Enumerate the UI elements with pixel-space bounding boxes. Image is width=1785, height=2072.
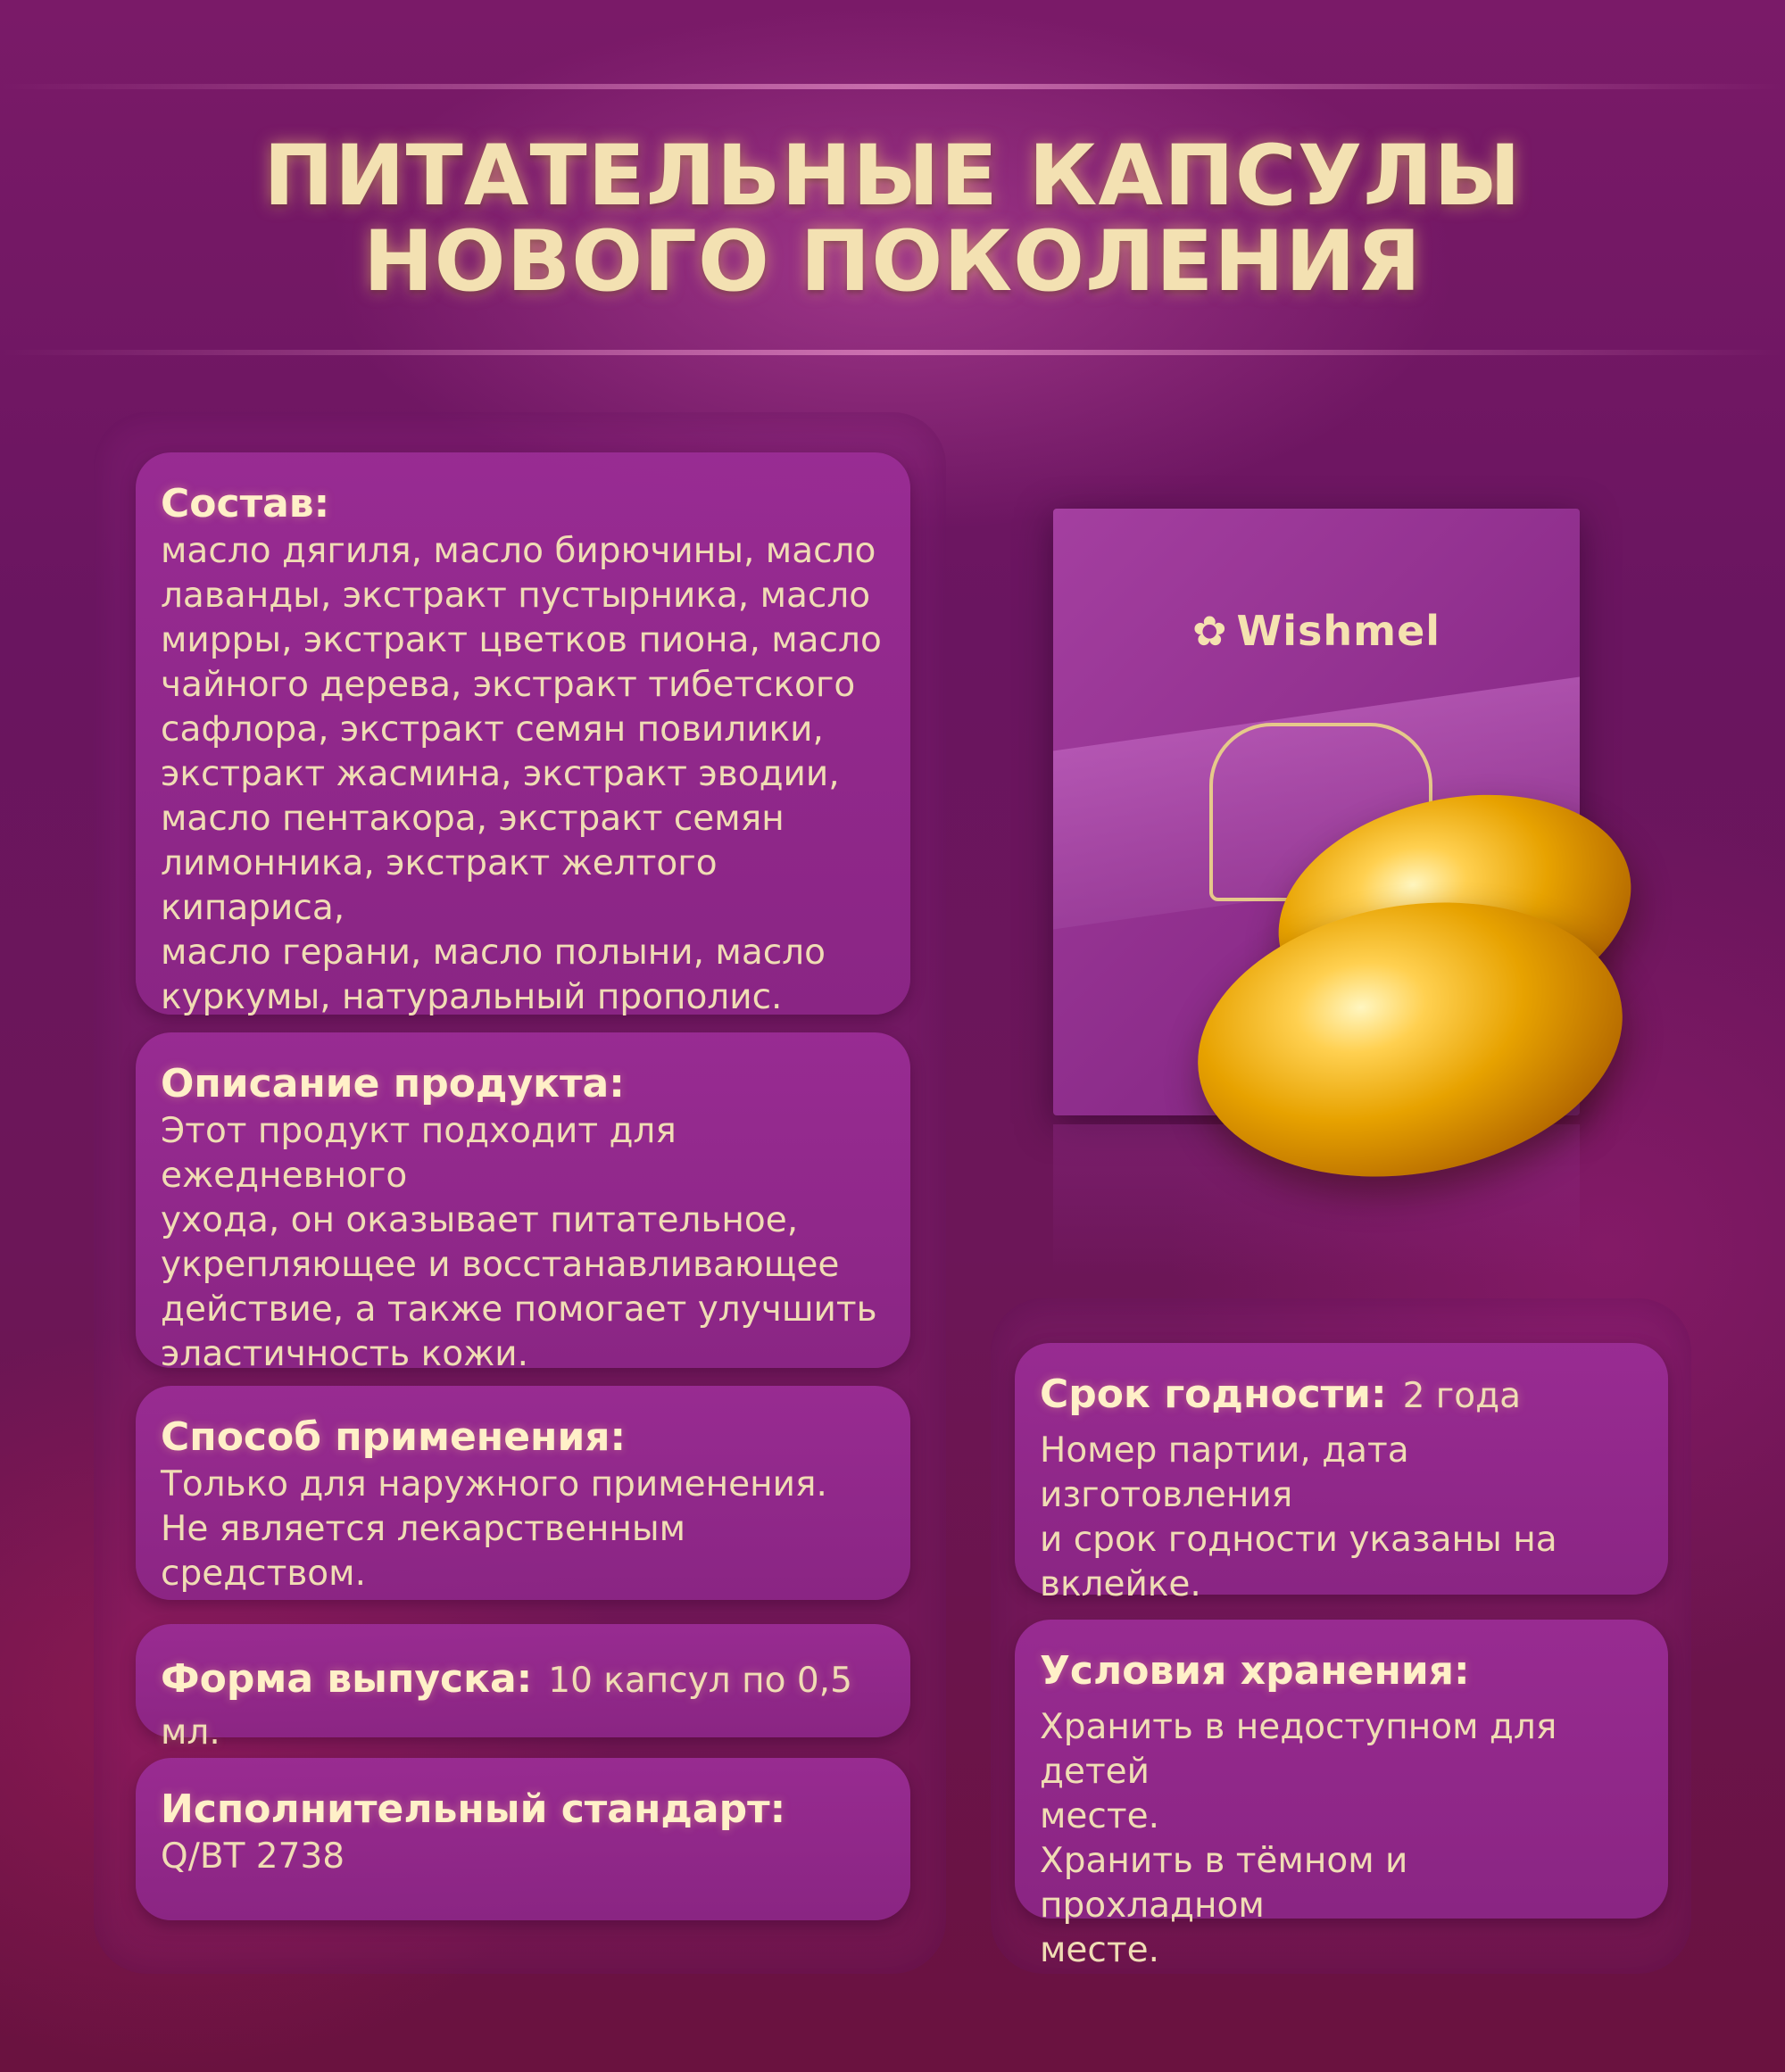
page-title-line-1: ПИТАТЕЛЬНЫЕ КАПСУЛЫ — [263, 128, 1522, 225]
composition-line: экстракт жасмина, экстракт эводии, — [161, 754, 840, 794]
shelf-life-line: вклейке. — [1040, 1564, 1201, 1604]
shelf-life-line: и срок годности указаны на — [1040, 1520, 1557, 1560]
composition-text — [161, 529, 885, 1020]
storage-card — [1015, 1620, 1668, 1970]
description-line: действие, а также помогает улучшить — [161, 1289, 877, 1330]
storage-label: Условия хранения: — [1040, 1648, 1470, 1694]
shelf-life-card — [1015, 1343, 1668, 1604]
description-line: ухода, он оказывает питательное, — [161, 1200, 799, 1240]
composition-line: лимонника, экстракт желтого кипариса, — [161, 843, 718, 928]
composition-line: сафлора, экстракт семян повилики, — [161, 709, 824, 750]
description-line: Этот продукт подходит для ежедневного — [161, 1111, 677, 1196]
usage-line: Не является лекарственным средством. — [161, 1509, 686, 1594]
composition-line: чайного дерева, экстракт тибетского — [161, 665, 856, 705]
composition-line: куркумы, натуральный прополис. — [161, 977, 783, 1017]
product-image — [1044, 500, 1642, 1285]
description-card — [136, 1032, 910, 1374]
composition-card — [136, 452, 910, 1015]
usage-line: Только для наружного применения. — [161, 1464, 827, 1504]
form-label-text: Форма выпуска: — [161, 1656, 533, 1702]
standard-card — [136, 1758, 910, 1920]
usage-card — [136, 1386, 910, 1600]
composition-line: масло герани, масло полыни, масло — [161, 932, 826, 973]
form-value: 10 капсул по 0,5 мл. — [161, 1661, 852, 1753]
description-line: эластичность кожи. — [161, 1334, 528, 1374]
usage-text — [161, 1463, 885, 1596]
brand-logo — [1053, 607, 1580, 655]
composition-line: лаванды, экстракт пустырника, масло — [161, 576, 871, 616]
header-rule-bottom — [0, 350, 1785, 355]
storage-line: месте. — [1040, 1796, 1159, 1836]
shelf-life-value: 2 года — [1402, 1376, 1522, 1416]
description-line: укрепляющее и восстанавливающее — [161, 1245, 840, 1285]
shelf-life-line: Номер партии, дата изготовления — [1040, 1430, 1409, 1515]
page-title — [0, 128, 1785, 311]
form-card — [136, 1624, 910, 1753]
composition-line: масло пентакора, экстракт семян — [161, 799, 785, 839]
storage-line: месте. — [1040, 1930, 1159, 1970]
storage-text — [1040, 1705, 1643, 1973]
storage-line: Хранить в недоступном для детей — [1040, 1707, 1557, 1792]
description-text — [161, 1109, 885, 1377]
description-label: Описание продукта: — [161, 1061, 625, 1106]
storage-line: Хранить в тёмном и прохладном — [1040, 1841, 1408, 1926]
standard-value: Q/BT 2738 — [161, 1836, 345, 1877]
standard-label: Исполнительный стандарт: — [161, 1786, 786, 1832]
usage-label: Способ применения: — [161, 1414, 627, 1460]
composition-line: масло дягиля, масло бирючины, масло — [161, 531, 876, 571]
lotus-icon: ✿ — [1191, 607, 1228, 655]
page-title-line-2: НОВОГО ПОКОЛЕНИЯ — [363, 213, 1422, 311]
composition-line: мирры, экстракт цветков пиона, масло — [161, 620, 882, 660]
form-label — [161, 1654, 885, 1758]
shelf-life-text — [1040, 1429, 1643, 1607]
composition-label: Состав: — [161, 481, 330, 526]
shelf-life-label-text: Срок годности: — [1040, 1372, 1387, 1417]
header-rule-top — [0, 84, 1785, 89]
shelf-life-label — [1040, 1370, 1643, 1421]
brand-name: Wishmel — [1236, 607, 1441, 655]
